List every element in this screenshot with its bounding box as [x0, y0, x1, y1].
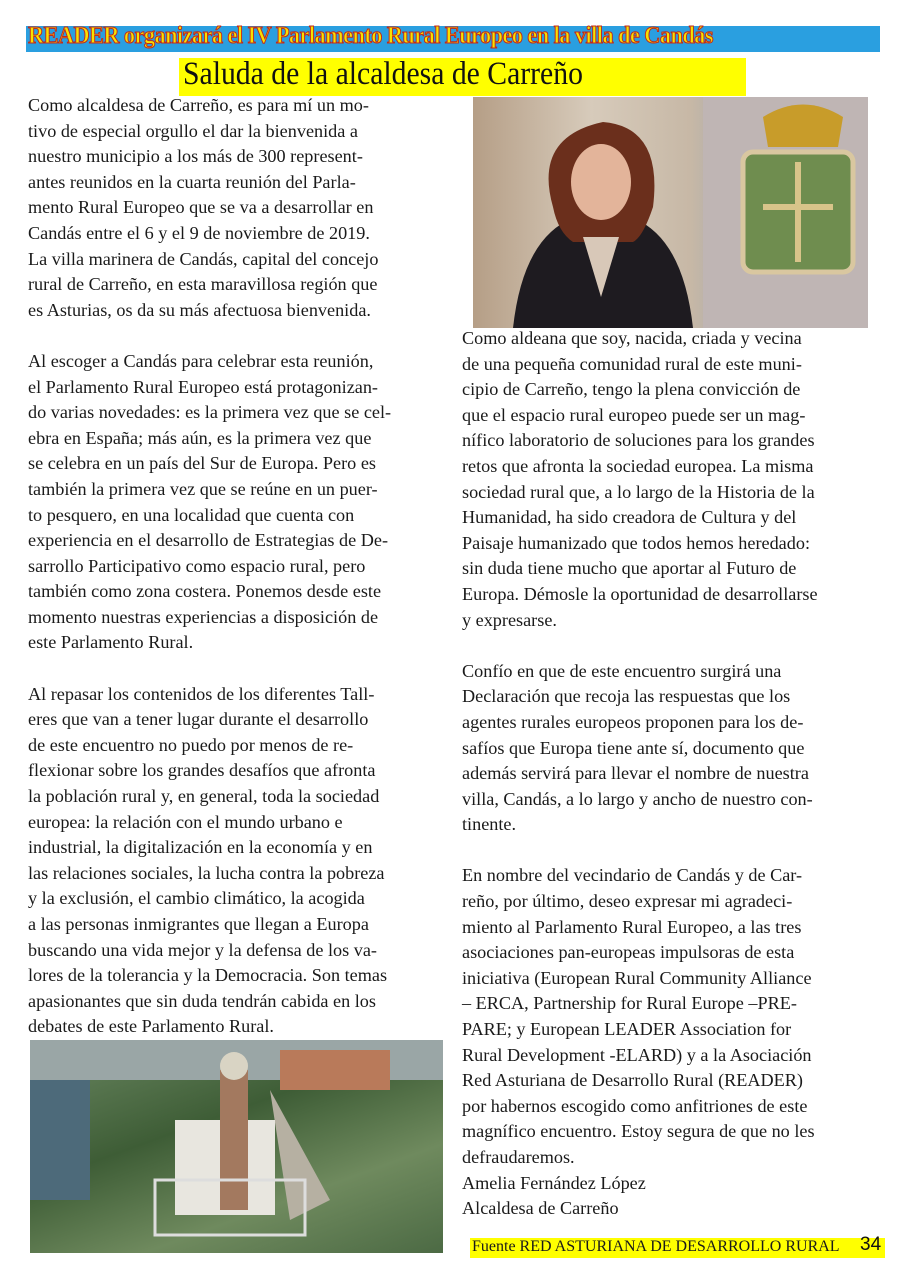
text-line: do varias novedades: es la primera vez que se cel-: [28, 402, 392, 423]
text-line: Confío en que de este encuentro surgirá una: [462, 660, 782, 681]
text-line: miento al Parlamento Rural Europeo, a las tres: [462, 916, 802, 937]
text-line: Al repasar los contenidos de los diferentes Tall-: [28, 683, 375, 704]
text-line: Alcaldesa de Carreño: [462, 1198, 619, 1219]
text-line: apasionantes que sin duda tendrán cabida en los: [28, 990, 376, 1011]
text-line: Europa. Démosle la oportunidad de desarrollarse: [462, 583, 818, 604]
text-line: también la primera vez que se reúne en un puer-: [28, 478, 378, 499]
article-title-box: [179, 58, 746, 96]
text-line: PARE; y European LEADER Association for: [462, 1019, 792, 1040]
text-line: a las personas inmigrantes que llegan a Europa: [28, 914, 369, 934]
text-line: el Parlamento Rural Europeo está protagonizan-: [28, 376, 378, 397]
text-line: agentes rurales europeos proponen para los de-: [462, 711, 804, 732]
text-line: asociaciones pan-europeas impulsoras de esta: [462, 942, 795, 963]
text-line: tivo de especial orgullo el dar la bienvenida a: [28, 120, 358, 141]
text-line: Como alcaldesa de Carreño, es para mí un mo-: [28, 95, 369, 115]
paragraph-spacer: [28, 656, 391, 682]
banner-title: READER organizará el IV Parlamento Rural Europeo en la villa de Candás: [28, 23, 713, 49]
text-line: momento nuestras experiencias a disposición de: [28, 606, 379, 627]
text-line: nífico laboratorio de soluciones para los grandes: [462, 430, 815, 451]
text-line: iniciativa (European Rural Community Alliance: [462, 967, 812, 988]
page-number: 34: [860, 1234, 882, 1255]
text-line: nuestro municipio a los más de 300 represent-: [28, 146, 363, 167]
text-line: la población rural y, en general, toda la sociedad: [28, 786, 380, 807]
text-line: es Asturias, os da su más afectuosa bienvenida.: [28, 299, 371, 320]
text-line: experiencia en el desarrollo de Estrategias de De-: [28, 530, 389, 551]
text-line: antes reunidos en la cuarta reunión del Parla-: [28, 171, 356, 192]
text-line: que el espacio rural europeo puede ser un mag-: [462, 404, 806, 425]
text-line: to pesquero, en una localidad que cuenta con: [28, 504, 355, 525]
header-banner: [26, 23, 880, 52]
source-text: Fuente RED ASTURIANA DE DESARROLLO RURAL: [472, 1238, 840, 1255]
text-line: y expresarse.: [462, 609, 557, 630]
text-line: La villa marinera de Candás, capital del concejo: [28, 248, 379, 269]
text-line: retos que afronta la sociedad europea. La misma: [462, 455, 814, 476]
text-line: Amelia Fernández López: [462, 1172, 646, 1193]
text-line: se celebra en un país del Sur de Europa. Pero es: [28, 453, 376, 474]
text-line: magnífico encuentro. Estoy segura de que no les: [462, 1121, 815, 1142]
paragraph-spacer: [28, 323, 391, 349]
text-line: de una pequeña comunidad rural de este muni-: [462, 353, 802, 374]
text-line: Al escoger a Candás para celebrar esta reunión,: [28, 350, 374, 371]
text-line: En nombre del vecindario de Candás y de Car-: [462, 865, 803, 886]
portrait-illustration: [473, 97, 868, 328]
text-line: sarrollo Participativo como espacio rural, pero: [28, 555, 366, 576]
text-line: Paisaje humanizado que todos hemos heredado:: [462, 532, 810, 553]
lighthouse-photo: [30, 1040, 443, 1253]
text-line: rural de Carreño, en esta maravillosa región que: [28, 274, 378, 295]
text-line: reño, por último, deseo expresar mi agradeci-: [462, 891, 793, 912]
text-line: sin duda tiene mucho que aportar al Futuro de: [462, 558, 797, 579]
text-line: mento Rural Europeo que se va a desarrollar en: [28, 197, 374, 218]
text-line: las relaciones sociales, la lucha contra la pobreza: [28, 862, 385, 883]
text-line: de este encuentro no puedo por menos de re-: [28, 734, 354, 755]
source-footer: [470, 1238, 885, 1258]
text-line: defraudaremos.: [462, 1147, 575, 1167]
text-line: flexionar sobre los grandes desafíos que afronta: [28, 760, 376, 781]
text-line: Declaración que recoja las respuestas que los: [462, 686, 791, 707]
text-line: eres que van a tener lugar durante el desarrollo: [28, 709, 369, 730]
text-line: cipio de Carreño, tengo la plena convicción de: [462, 379, 801, 400]
paragraph-spacer: [462, 633, 818, 659]
text-line: este Parlamento Rural.: [28, 632, 194, 653]
mayor-portrait-photo: [473, 97, 868, 328]
text-line: – ERCA, Partnership for Rural Europe –PRE-: [462, 993, 797, 1014]
text-line: Como aldeana que soy, nacida, criada y vecina: [462, 328, 802, 348]
right-column-text: [462, 326, 818, 1222]
text-line: europea: la relación con el mundo urbano e: [28, 811, 343, 832]
text-line: también como zona costera. Ponemos desde este: [28, 581, 382, 602]
left-column-text: [28, 93, 391, 1040]
text-line: Humanidad, ha sido creadora de Cultura y del: [462, 507, 797, 528]
text-line: tinente.: [462, 814, 517, 835]
text-line: safíos que Europa tiene ante sí, documento que: [462, 737, 805, 758]
text-line: por habernos escogido como anfitriones de este: [462, 1095, 808, 1116]
text-line: Rural Development -ELARD) y a la Asociación: [462, 1044, 812, 1065]
text-line: debates de este Parlamento Rural.: [28, 1016, 274, 1037]
text-line: lores de la tolerancia y la Democracia. Son temas: [28, 965, 388, 986]
paragraph-spacer: [462, 838, 818, 864]
lighthouse-illustration: [30, 1040, 443, 1253]
text-line: Candás entre el 6 y el 9 de noviembre de 2019.: [28, 222, 370, 243]
text-line: además servirá para llevar el nombre de nuestra: [462, 763, 809, 784]
text-line: sociedad rural que, a lo largo de la Historia de la: [462, 481, 815, 502]
text-line: ebra en España; más aún, es la primera vez que: [28, 427, 372, 448]
text-line: buscando una vida mejor y la defensa de los va-: [28, 939, 377, 960]
text-line: Red Asturiana de Desarrollo Rural (READER): [462, 1070, 803, 1091]
text-line: y la exclusión, el cambio climático, la acogida: [28, 888, 365, 909]
article-title: Saluda de la alcaldesa de Carreño: [183, 56, 583, 92]
text-line: villa, Candás, a lo largo y ancho de nuestro con-: [462, 788, 813, 809]
text-line: industrial, la digitalización en la economía y en: [28, 837, 373, 858]
